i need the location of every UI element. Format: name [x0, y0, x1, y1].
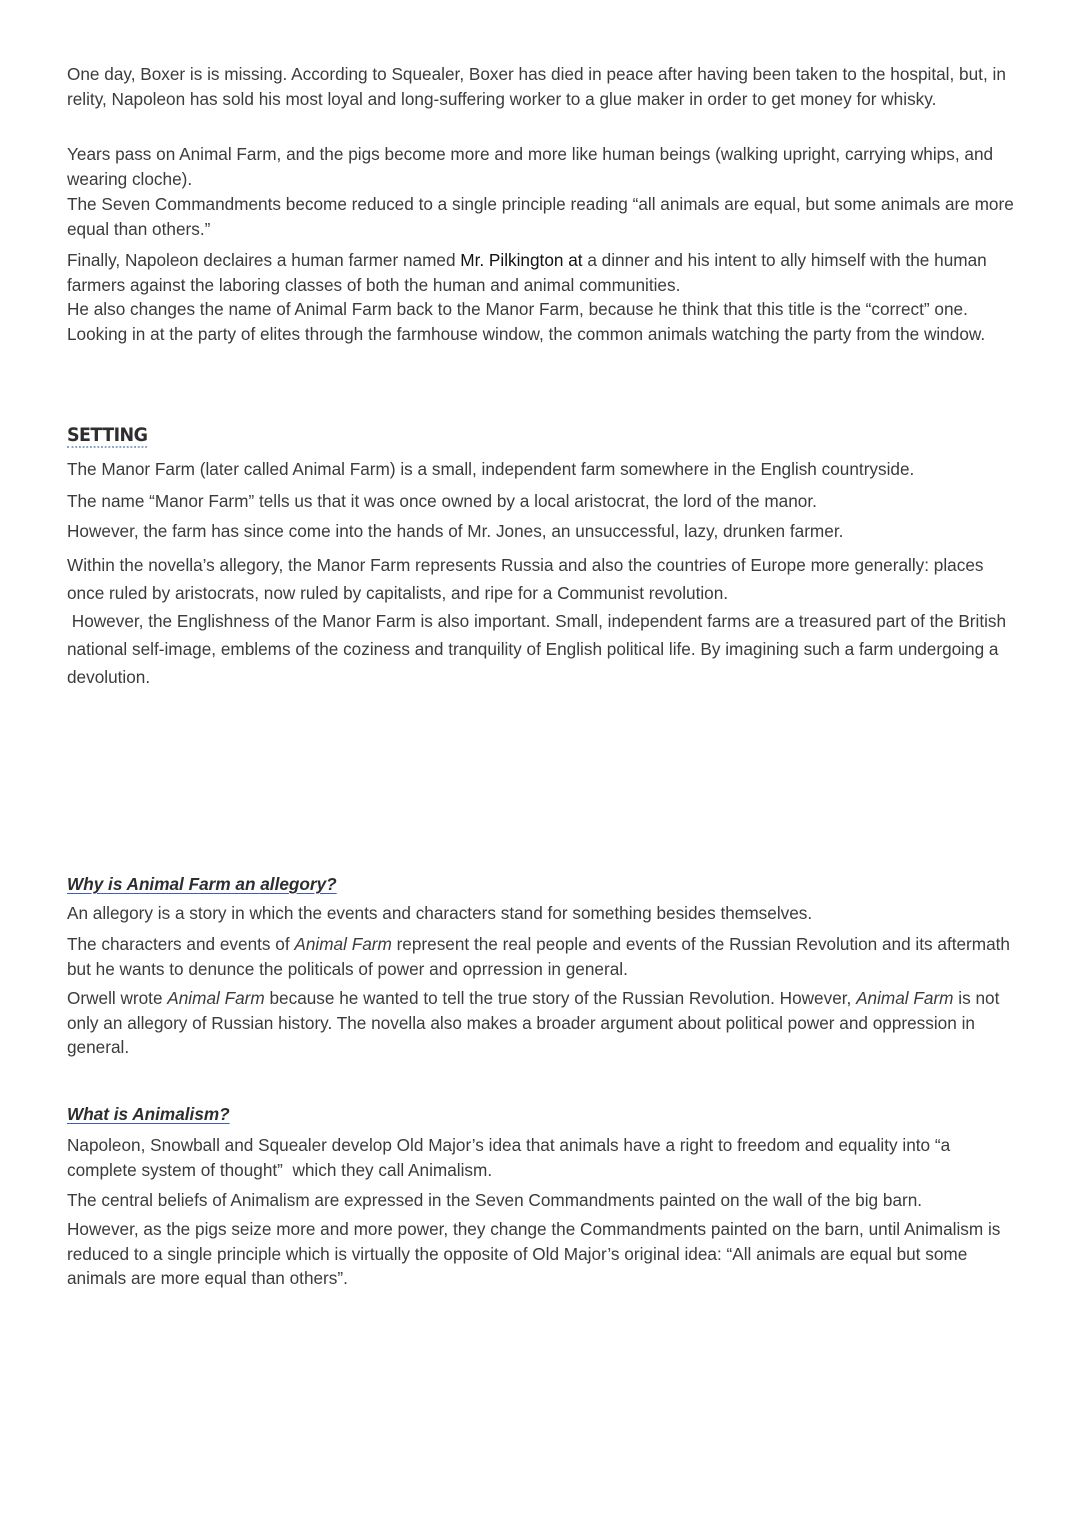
allegory-paragraph-2	[67, 932, 1017, 981]
animal-farm-title: Animal Farm	[856, 988, 954, 1008]
summary-paragraph-pilkington	[67, 248, 1017, 297]
animalism-paragraph-3: However, as the pigs seize more and more power, they change the Commandments painted on the barn, until Animalism is reduced to a single principle which is virtually the opposite of Old Major’s original idea: “All animals are equal but some animals are more equal than others”.	[67, 1219, 1001, 1289]
summary-paragraph-years-pass: Years pass on Animal Farm, and the pigs become more and more like human beings (walking upright, carrying whips, and wearing cloche).	[67, 144, 994, 189]
allegory-p2-end: represent the real people and events of the Russian Revolution and its aftermath but he wants to denunce the politicals of power and oprression in general.	[67, 934, 1010, 979]
animal-farm-title: Animal Farm	[294, 934, 392, 954]
pilkington-name: Mr. Pilkington at	[460, 250, 583, 270]
setting-paragraph-2: The name “Manor Farm” tells us that it was once owned by a local aristocrat, the lord of the manor.	[67, 491, 817, 511]
setting-paragraph-1: The Manor Farm (later called Animal Farm) is a small, independent farm somewhere in the English countryside.	[67, 459, 915, 479]
allegory-p3-start: Orwell wrote	[67, 988, 168, 1008]
animalism-paragraph-1: Napoleon, Snowball and Squealer develop Old Major’s idea that animals have a right to freedom and equality into “a complete system of thought” which they call Animalism.	[67, 1135, 955, 1180]
pilkington-text-end: a dinner and his intent to ally himself with the human farmers against the laboring classes of both the human and animal communities.	[67, 250, 987, 295]
allegory-paragraph-1: An allegory is a story in which the events and characters stand for something besides themselves.	[67, 903, 813, 923]
animalism-paragraph-2: The central beliefs of Animalism are expressed in the Seven Commandments painted on the wall of the big barn.	[67, 1190, 923, 1210]
animal-farm-title: Animal Farm	[167, 988, 265, 1008]
setting-heading: SETTING	[67, 424, 148, 446]
animalism-heading: What is Animalism?	[67, 1104, 230, 1124]
summary-paragraph-boxer: One day, Boxer is is missing. According to Squealer, Boxer has died in peace after having been taken to the hospital, but, in relity, Napoleon has sold his most loyal and long-suffering worker to a glue maker in order to get money for whisky.	[67, 64, 1006, 109]
allegory-heading: Why is Animal Farm an allegory?	[67, 874, 337, 894]
allegory-p2-start: The characters and events of	[67, 934, 295, 954]
summary-paragraph-manor-farm: He also changes the name of Animal Farm back to the Manor Farm, because he think that this title is the “correct” one. Looking in at the party of elites through the farmhouse window, the common animals watching the party from the window.	[67, 299, 986, 344]
allegory-p3-middle: because he wanted to tell the true story of the Russian Revolution. However,	[264, 988, 857, 1008]
allegory-p3-end: is not only an allegory of Russian history. The novella also makes a broader argument about political power and oppression in general.	[67, 988, 1000, 1058]
setting-paragraph-3: However, the farm has since come into the hands of Mr. Jones, an unsuccessful, lazy, drunken farmer.	[67, 521, 844, 541]
setting-paragraph-4: Within the novella’s allegory, the Manor Farm represents Russia and also the countries of Europe more generally: places once ruled by aristocrats, now ruled by capitalists, and ripe for a Communist revolution.	[67, 555, 984, 603]
allegory-paragraph-3	[67, 986, 1017, 1060]
pilkington-text-start: Finally, Napoleon declaires a human farmer named	[67, 250, 461, 270]
setting-paragraph-5: However, the Englishness of the Manor Farm is also important. Small, independent farms are a treasured part of the British national self-image, emblems of the coziness and tranquility of English political life. By imagining such a farm undergoing a devolution.	[67, 611, 1011, 687]
summary-paragraph-commandments: The Seven Commandments become reduced to a single principle reading “all animals are equal, but some animals are more equal than others.”	[67, 194, 1014, 239]
